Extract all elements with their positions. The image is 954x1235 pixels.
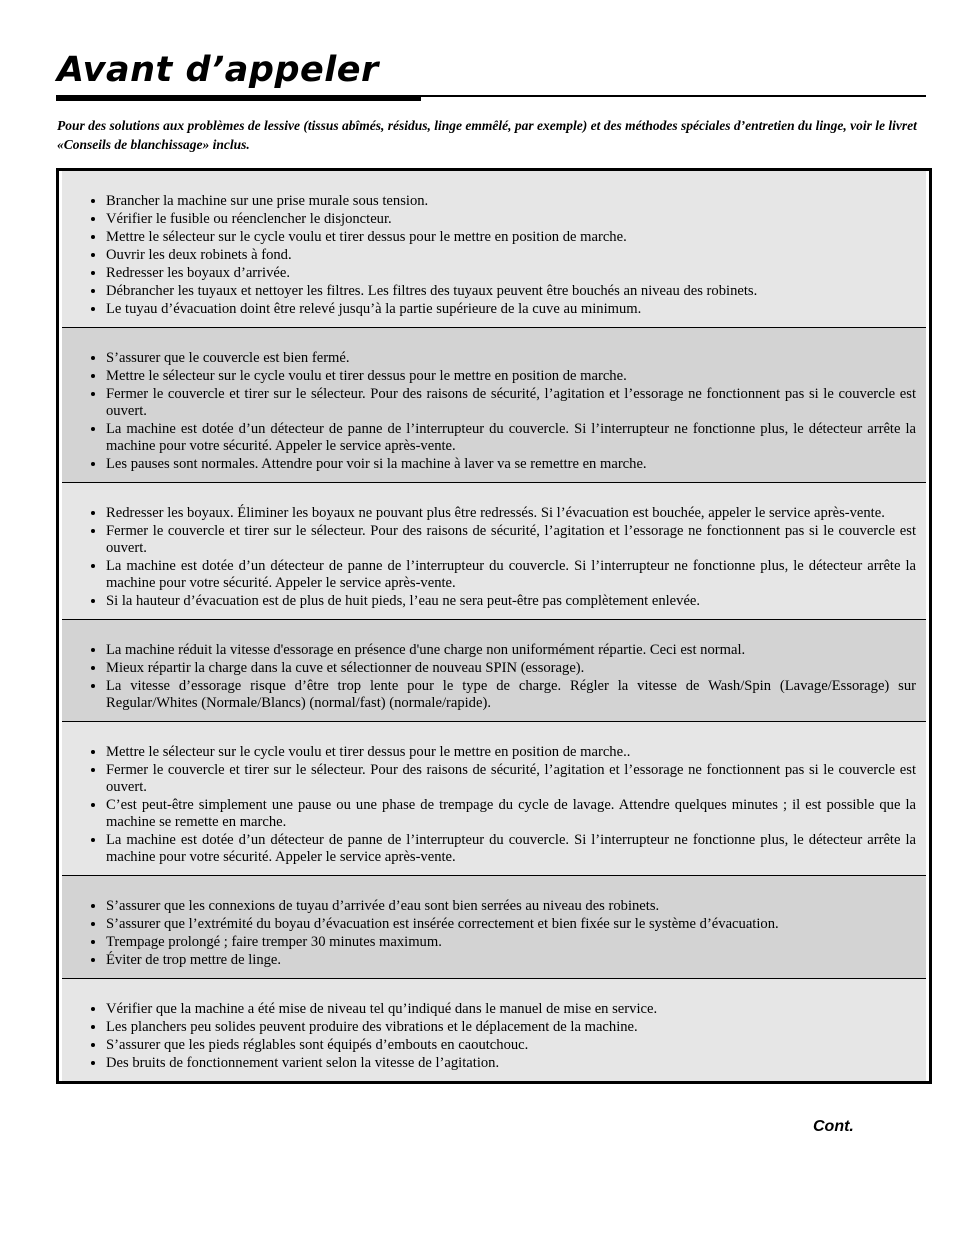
list-item: • Mettre le sélecteur sur le cycle voulu et tirer dessus pour le mettre en position de marche..: [106, 743, 916, 761]
list-item: • S’assurer que le couvercle est bien fermé.: [106, 349, 916, 367]
bullet-list: [88, 192, 916, 318]
list-item: • La machine est dotée d’un détecteur de panne de l’interrupteur du couvercle. Si l’interrupteur ne fonctionne plus, le détecteur arrête la machine pour votre sécurité. Appeler le service après-vente.: [106, 831, 916, 866]
list-item: • Ouvrir les deux robinets à fond.: [106, 246, 916, 264]
list-item: • Des bruits de fonctionnement varient selon la vitesse de l’agitation.: [106, 1054, 916, 1072]
list-item: • Fermer le couvercle et tirer sur le sélecteur. Pour des raisons de sécurité, l’agitation et l’essorage ne fonctionnent pas si le couvercle est ouvert.: [106, 761, 916, 796]
list-item: • Fermer le couvercle et tirer sur le sélecteur. Pour des raisons de sécurité, l’agitation et l’essorage ne fonctionnent pas si le couvercle est ouvert.: [106, 522, 916, 557]
list-item: • Redresser les boyaux. Éliminer les boyaux ne pouvant plus être redressés. Si l’évacuation est bouchée, appeler le service après-vente.: [106, 504, 916, 522]
list-item: • Mieux répartir la charge dans la cuve et sélectionner de nouveau SPIN (essorage).: [106, 659, 916, 677]
list-item: • La machine est dotée d’un détecteur de panne de l’interrupteur du couvercle. Si l’interrupteur ne fonctionne plus, le détecteur arrête la machine pour votre sécurité. Appeler le service après-vente.: [106, 420, 916, 455]
title-rule-thick: [56, 95, 421, 101]
bullet-list: [88, 641, 916, 712]
table-section: [62, 620, 926, 722]
bullet-list: [88, 743, 916, 866]
list-item: • Mettre le sélecteur sur le cycle voulu et tirer dessus pour le mettre en position de marche.: [106, 228, 916, 246]
list-item: • La vitesse d’essorage risque d’être trop lente pour le type de charge. Régler la vitesse de Wash/Spin (Lavage/Essorage) sur Regular/Whites (Normale/Blancs) (normal/fast) (normale/rapide).: [106, 677, 916, 712]
list-item: • La machine est dotée d’un détecteur de panne de l’interrupteur du couvercle. Si l’interrupteur ne fonctionne plus, le détecteur arrête la machine pour votre sécurité. Appeler le service après-vente.: [106, 557, 916, 592]
bullet-list: [88, 504, 916, 610]
troubleshooting-table: [56, 168, 932, 1084]
table-section: [62, 979, 926, 1081]
continued-label: Cont.: [813, 1118, 854, 1135]
title-rule-thin: [421, 95, 926, 97]
list-item: • Trempage prolongé ; faire tremper 30 minutes maximum.: [106, 933, 916, 951]
table-section: [62, 328, 926, 483]
list-item: • Éviter de trop mettre de linge.: [106, 951, 916, 969]
list-item: • Mettre le sélecteur sur le cycle voulu et tirer dessus pour le mettre en position de marche.: [106, 367, 916, 385]
table-section: [62, 171, 926, 328]
intro-text: Pour des solutions aux problèmes de lessive (tissus abîmés, résidus, linge emmêlé, par exemple) et des méthodes spéciales d’entretien du linge, voir le livret «Conseils de blanchissage» inclus.: [57, 118, 917, 152]
list-item: • Fermer le couvercle et tirer sur le sélecteur. Pour des raisons de sécurité, l’agitation et l’essorage ne fonctionnent pas si le couvercle est ouvert.: [106, 385, 916, 420]
list-item: • S’assurer que les connexions de tuyau d’arrivée d’eau sont bien serrées au niveau des robinets.: [106, 897, 916, 915]
list-item: • S’assurer que les pieds réglables sont équipés d’embouts en caoutchouc.: [106, 1036, 916, 1054]
list-item: • Vérifier que la machine a été mise de niveau tel qu’indiqué dans le manuel de mise en service.: [106, 1000, 916, 1018]
list-item: • Les pauses sont normales. Attendre pour voir si la machine à laver va se remettre en marche.: [106, 455, 916, 473]
list-item: • Brancher la machine sur une prise murale sous tension.: [106, 192, 916, 210]
table-section: [62, 876, 926, 979]
list-item: • Débrancher les tuyaux et nettoyer les filtres. Les filtres des tuyaux peuvent être bouchés an niveau des robinets.: [106, 282, 916, 300]
table-section: [62, 483, 926, 620]
list-item: • Redresser les boyaux d’arrivée.: [106, 264, 916, 282]
list-item: • La machine réduit la vitesse d'essorage en présence d'une charge non uniformément répartie. Ceci est normal.: [106, 641, 916, 659]
list-item: • S’assurer que l’extrémité du boyau d’évacuation est insérée correctement et bien fixée sur le système d’évacuation.: [106, 915, 916, 933]
list-item: • Le tuyau d’évacuation doint être relevé jusqu’à la partie supérieure de la cuve au minimum.: [106, 300, 916, 318]
list-item: • Vérifier le fusible ou réenclencher le disjoncteur.: [106, 210, 916, 228]
list-item: • Les planchers peu solides peuvent produire des vibrations et le déplacement de la machine.: [106, 1018, 916, 1036]
bullet-list: [88, 897, 916, 969]
list-item: • Si la hauteur d’évacuation est de plus de huit pieds, l’eau ne sera peut-être pas complètement enlevée.: [106, 592, 916, 610]
page-title: Avant d’appeler: [57, 50, 379, 90]
table-section: [62, 722, 926, 876]
bullet-list: [88, 1000, 916, 1072]
list-item: • C’est peut-être simplement une pause ou une phase de trempage du cycle de lavage. Attendre quelques minutes ; il est possible que la machine se remette en marche.: [106, 796, 916, 831]
bullet-list: [88, 349, 916, 473]
